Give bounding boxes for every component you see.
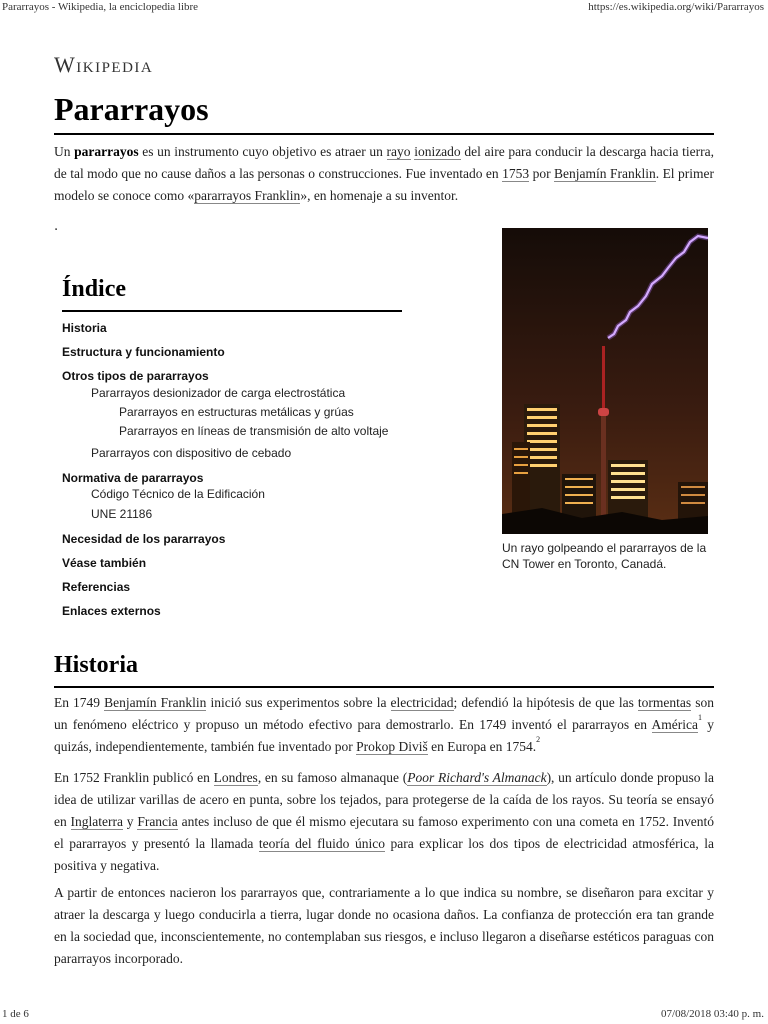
toc-item-necesidad[interactable]: Necesidad de los pararrayos (62, 532, 226, 546)
page-title: Pararrayos (54, 91, 209, 127)
link-rayo[interactable]: rayo (386, 144, 411, 159)
print-footer-page: 1 de 6 (2, 1008, 29, 1020)
link-pararrayos-franklin[interactable]: pararrayos Franklin (194, 188, 301, 203)
toc-item-otros[interactable]: Otros tipos de pararrayos (62, 369, 209, 383)
historia-underline (54, 686, 714, 688)
toc-item-une[interactable]: UNE 21186 (91, 507, 153, 521)
toc-item-enlaces[interactable]: Enlaces externos (62, 604, 161, 618)
ref-1[interactable]: 1 (698, 713, 703, 722)
print-header (0, 0, 768, 16)
link-america[interactable]: América (651, 717, 699, 732)
link-londres[interactable]: Londres (213, 770, 258, 785)
figure-caption: Un rayo golpeando el pararrayos de la CN Tower en Toronto, Canadá. (502, 541, 707, 571)
print-header-url[interactable]: https://es.wikipedia.org/wiki/Pararrayos (588, 1, 764, 13)
table-of-contents (62, 276, 402, 623)
stray-dot: . (54, 219, 59, 234)
link-poor-richards[interactable]: Poor Richard's Almanack (407, 770, 547, 785)
link-francia[interactable]: Francia (137, 814, 178, 829)
toc-list (62, 316, 402, 623)
article-figure (502, 228, 708, 572)
link-electricidad[interactable]: electricidad (390, 695, 454, 710)
cn-tower-lightning-photo[interactable] (502, 228, 708, 534)
toc-item-vease[interactable]: Véase también (62, 556, 147, 570)
link-tormentas[interactable]: tormentas (637, 695, 692, 710)
title-underline (54, 133, 714, 135)
historia-paragraph-1: En 1749 Benjamín Franklin inició sus experimentos sobre la electricidad; defendió la hipótesis de que las tormentas son un fenómeno eléctrico y propuso un método efectivo para demostrarlo. En 1749 inventó el pararrayos en América$^1$ y quizás, independientemente, también fue inventado por Prokop Diviš en Europa en 1754.$^2$ (54, 695, 714, 754)
link-teoria-fluido[interactable]: teoría del fluido único (258, 836, 385, 851)
link-benjamin-franklin[interactable]: Benjamín Franklin (554, 166, 656, 181)
print-footer-datetime: 07/08/2018 03:40 p. m. (661, 1008, 764, 1020)
wikipedia-logo[interactable]: Wikipedia (54, 52, 154, 77)
toc-title: Índice (62, 276, 402, 312)
term-bold: pararrayos (74, 144, 139, 159)
link-inglaterra[interactable]: Inglaterra (70, 814, 123, 829)
toc-item-normativa[interactable]: Normativa de pararrayos (62, 471, 204, 485)
historia-paragraph-2: En 1752 Franklin publicó en Londres, en su famoso almanaque (Poor Richard's Almanack), un artículo donde propuso la idea de utilizar varillas de acero en punta, sobre los tejados, para protegerse de la caída de los rayos. Su teoría se ensayó en Inglaterra y Francia antes incluso de que él mismo ejecutara su famoso experimento con una cometa en 1752. Inventó el pararrayos y presentó la llamada teoría del fluido único para explicar los dos tipos de electricidad atmosférica, la positiva y negativa. (54, 770, 715, 873)
toc-item-referencias[interactable]: Referencias (62, 580, 131, 594)
link-prokop-divis[interactable]: Prokop Diviš (356, 739, 428, 754)
toc-item-estructuras-metalicas[interactable]: Pararrayos en estructuras metálicas y grúas (119, 405, 354, 419)
toc-item-lineas-transmision[interactable]: Pararrayos en líneas de transmisión de alto voltaje (119, 424, 389, 438)
historia-paragraph-3: A partir de entonces nacieron los pararrayos que, contrariamente a lo que indica su nombre, se diseñaron para excitar y atraer la descarga y luego conducirla a tierra, lugar donde no ocasiona daños. La confianza de protección era tan grande en la sociedad que, inconscientemente, no contemplaban sus riesgos, e incluso llegaron a diseñarse estéticos paraguas con pararrayos incorporado. (54, 885, 714, 966)
link-ionizado[interactable]: ionizado (414, 144, 461, 159)
link-1753[interactable]: 1753 (502, 166, 530, 181)
section-heading-historia: Historia (54, 652, 138, 678)
toc-item-desionizador[interactable]: Pararrayos desionizador de carga electrostática (91, 386, 346, 400)
link-franklin[interactable]: Benjamín Franklin (104, 695, 207, 710)
toc-item-cebado[interactable]: Pararrayos con dispositivo de cebado (91, 446, 292, 460)
ref-2[interactable]: 2 (536, 735, 541, 744)
intro-paragraph: Un pararrayos es un instrumento cuyo objetivo es atraer un rayo ionizado del aire para conducir la descarga hacia tierra, de tal modo que no cause daños a las personas o construcciones. Fue inventado en 1753 por Benjamín Franklin. El primer modelo se conoce como «pararrayos Franklin», en homenaje a su inventor. (54, 144, 715, 203)
print-footer (0, 1006, 768, 1024)
toc-item-estructura[interactable]: Estructura y funcionamiento (62, 345, 225, 359)
print-header-title: Pararrayos - Wikipedia, la enciclopedia libre (2, 1, 199, 13)
toc-item-historia[interactable]: Historia (62, 321, 107, 335)
toc-item-codigo-tecnico[interactable]: Código Técnico de la Edificación (91, 487, 265, 501)
